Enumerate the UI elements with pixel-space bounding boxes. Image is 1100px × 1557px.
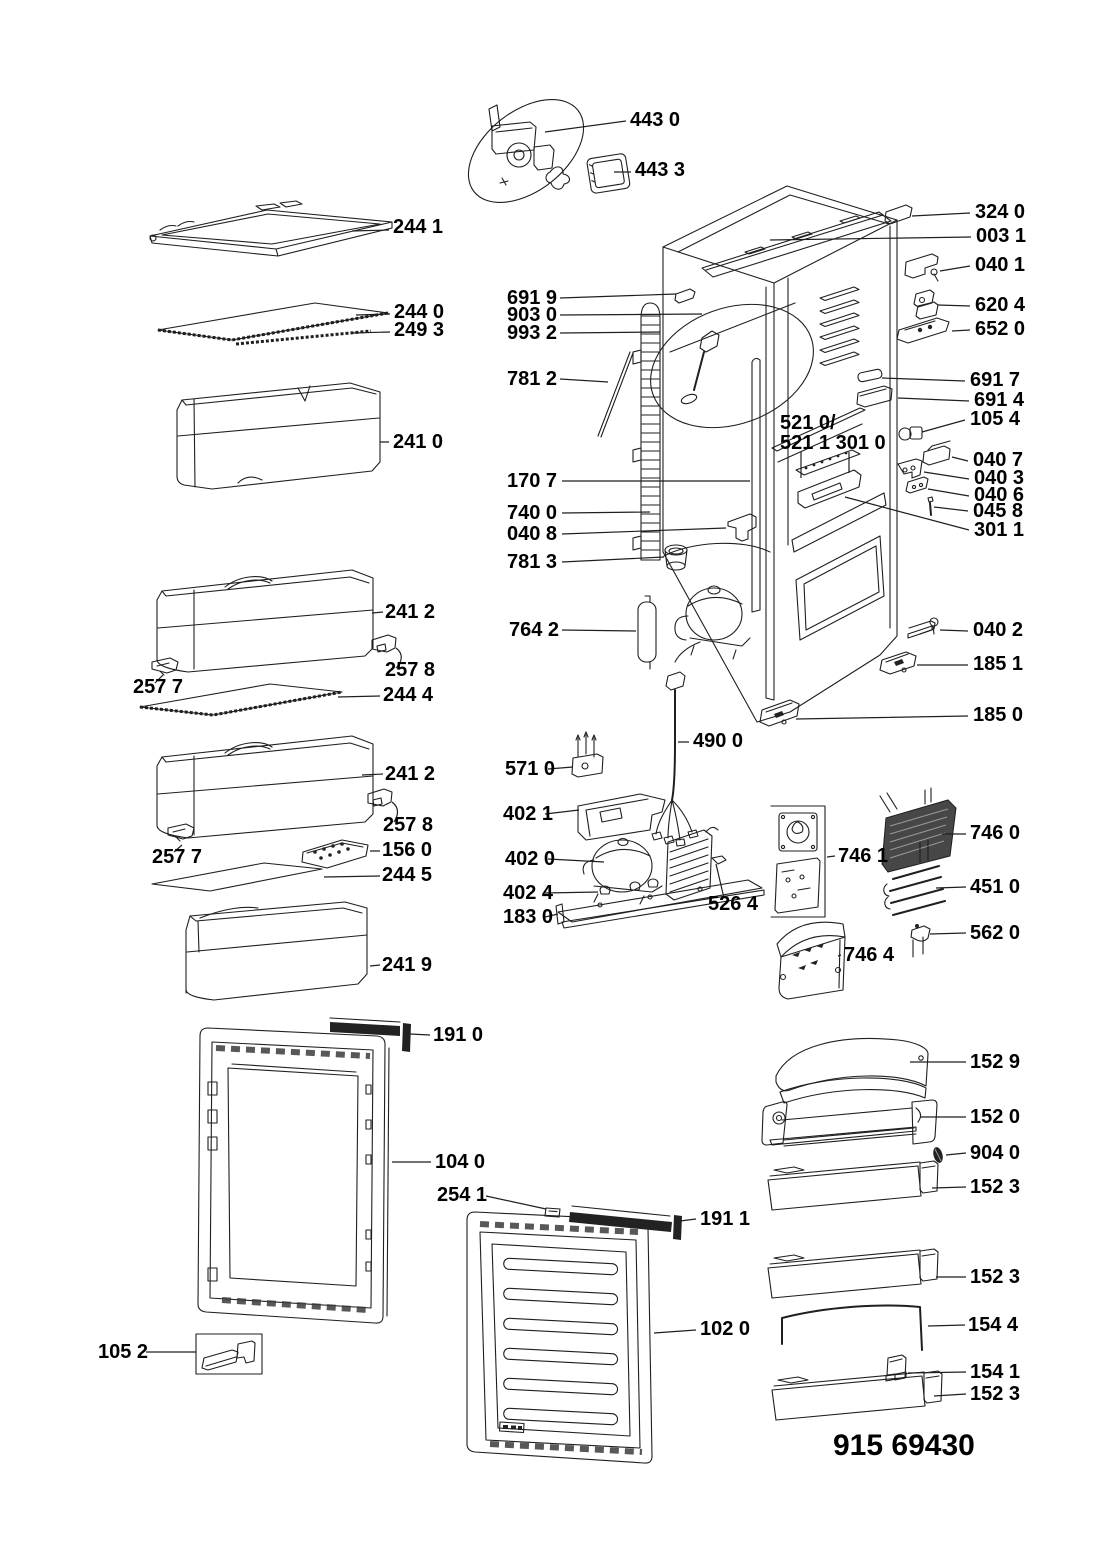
part-freezer-door: [467, 1212, 652, 1463]
part-dairy-shelf-152-0: [762, 1100, 937, 1146]
callout-691-4: 691 4: [974, 389, 1025, 411]
callout-443-3: 443 3: [635, 159, 686, 181]
callout-102-0: 102 0: [700, 1318, 751, 1340]
callout-740-0: 740 0: [507, 502, 558, 524]
callout-104-0: 104 0: [435, 1151, 486, 1173]
callout-152-3-c: 152 3: [970, 1383, 1021, 1405]
part-clip-257-8-b: [368, 789, 392, 806]
callout-521-0: 521 0/: [780, 412, 836, 434]
part-door-shelf-152-3-c: [772, 1371, 942, 1420]
callout-301-1: 301 1: [974, 519, 1025, 541]
callout-249-3: 249 3: [394, 319, 445, 341]
callout-241-0: 241 0: [393, 431, 444, 453]
callout-154-4: 154 4: [968, 1314, 1019, 1336]
callout-691-9: 691 9: [507, 287, 558, 309]
callout-152-3-a: 152 3: [970, 1176, 1021, 1198]
callout-746-0: 746 0: [970, 822, 1021, 844]
callout-652-0: 652 0: [975, 318, 1026, 340]
callout-170-7: 170 7: [507, 470, 558, 492]
callout-571-0: 571 0: [505, 758, 556, 780]
callout-443-0: 443 0: [630, 109, 681, 131]
part-drawer-241-0: [177, 383, 380, 489]
callout-903-0: 903 0: [507, 304, 558, 326]
part-cabinet: [598, 186, 897, 726]
part-gasket-191-0: [330, 1018, 411, 1052]
part-control-assembly: [449, 79, 602, 223]
callout-040-7: 040 7: [973, 449, 1024, 471]
callout-746-1: 746 1: [838, 845, 889, 867]
callout-040-3: 040 3: [974, 467, 1025, 489]
callout-904-0: 904 0: [970, 1142, 1021, 1164]
callout-241-9: 241 9: [382, 954, 433, 976]
callout-labels: [98, 109, 1026, 1462]
part-bracket-154-1: [886, 1355, 906, 1381]
callout-191-1: 191 1: [700, 1208, 751, 1230]
part-glass-shelf-244-0: [158, 303, 388, 340]
callout-040-1: 040 1: [975, 254, 1026, 276]
callout-241-2-a: 241 2: [385, 601, 436, 623]
callout-040-6: 040 6: [974, 484, 1025, 506]
callout-746-4: 746 4: [844, 944, 895, 966]
callout-244-4: 244 4: [383, 684, 434, 706]
callout-105-4: 105 4: [970, 408, 1021, 430]
callout-993-2: 993 2: [507, 322, 558, 344]
callout-781-3: 781 3: [507, 551, 558, 573]
part-gasket-191-1: [569, 1206, 682, 1240]
part-drawer-241-2-b: [157, 736, 373, 838]
callout-257-8-a: 257 8: [385, 659, 436, 681]
part-dairy-lid-152-9: [776, 1039, 928, 1104]
part-ice-tray-156-0: [302, 840, 368, 868]
callout-526-4: 526 4: [708, 893, 759, 915]
callout-003-1: 003 1: [976, 225, 1027, 247]
callout-691-7: 691 7: [970, 369, 1021, 391]
callout-254-1: 254 1: [437, 1184, 488, 1206]
part-hinge-kit-105-2: [196, 1334, 262, 1374]
callout-185-1: 185 1: [973, 653, 1024, 675]
callout-191-0: 191 0: [433, 1024, 484, 1046]
callout-241-2-b: 241 2: [385, 763, 436, 785]
callout-154-1: 154 1: [970, 1361, 1021, 1383]
part-evaporator-group: [771, 788, 956, 999]
callout-244-1: 244 1: [393, 216, 444, 238]
part-clip-257-8: [372, 635, 396, 652]
callout-257-7-b: 257 7: [152, 846, 203, 868]
part-trim-249-3: [236, 331, 371, 344]
part-shelf-244-1: [150, 201, 392, 256]
callout-402-4: 402 4: [503, 882, 554, 904]
callout-781-2: 781 2: [507, 368, 558, 390]
callout-244-0: 244 0: [394, 301, 445, 323]
callout-257-8-b: 257 8: [383, 814, 434, 836]
callout-620-4: 620 4: [975, 294, 1026, 316]
part-door-shelf-152-3: [768, 1161, 938, 1210]
callout-402-0: 402 0: [505, 848, 556, 870]
callout-152-3-b: 152 3: [970, 1266, 1021, 1288]
part-base-assembly: [556, 642, 764, 928]
leader-lines: [146, 121, 971, 1396]
callout-152-0: 152 0: [970, 1106, 1021, 1128]
callout-156-0: 156 0: [382, 839, 433, 861]
model-number: 915 69430: [833, 1429, 975, 1462]
callout-152-9: 152 9: [970, 1051, 1021, 1073]
callout-562-0: 562 0: [970, 922, 1021, 944]
part-fridge-door: [198, 1028, 389, 1323]
part-drawer-241-9: [186, 902, 367, 1000]
part-clip-257-7-b: [168, 824, 194, 841]
callout-764-2: 764 2: [509, 619, 560, 641]
callout-183-0: 183 0: [503, 906, 554, 928]
callout-324-0: 324 0: [975, 201, 1026, 223]
callout-521-1-301-0: 521 1 301 0: [780, 432, 886, 454]
part-bottle-retainer-154-4: [782, 1305, 922, 1350]
part-drawer-241-2: [157, 570, 373, 672]
callout-451-0: 451 0: [970, 876, 1021, 898]
part-door-shelf-152-3-b: [768, 1249, 938, 1298]
callout-045-8: 045 8: [973, 500, 1024, 522]
callout-185-0: 185 0: [973, 704, 1024, 726]
callout-105-2: 105 2: [98, 1341, 149, 1363]
callout-244-5: 244 5: [382, 864, 433, 886]
callout-257-7-a: 257 7: [133, 676, 184, 698]
callout-402-1: 402 1: [503, 803, 554, 825]
callout-040-8: 040 8: [507, 523, 558, 545]
callout-490-0: 490 0: [693, 730, 744, 752]
part-display-443-3: [586, 153, 630, 194]
callout-040-2: 040 2: [973, 619, 1024, 641]
